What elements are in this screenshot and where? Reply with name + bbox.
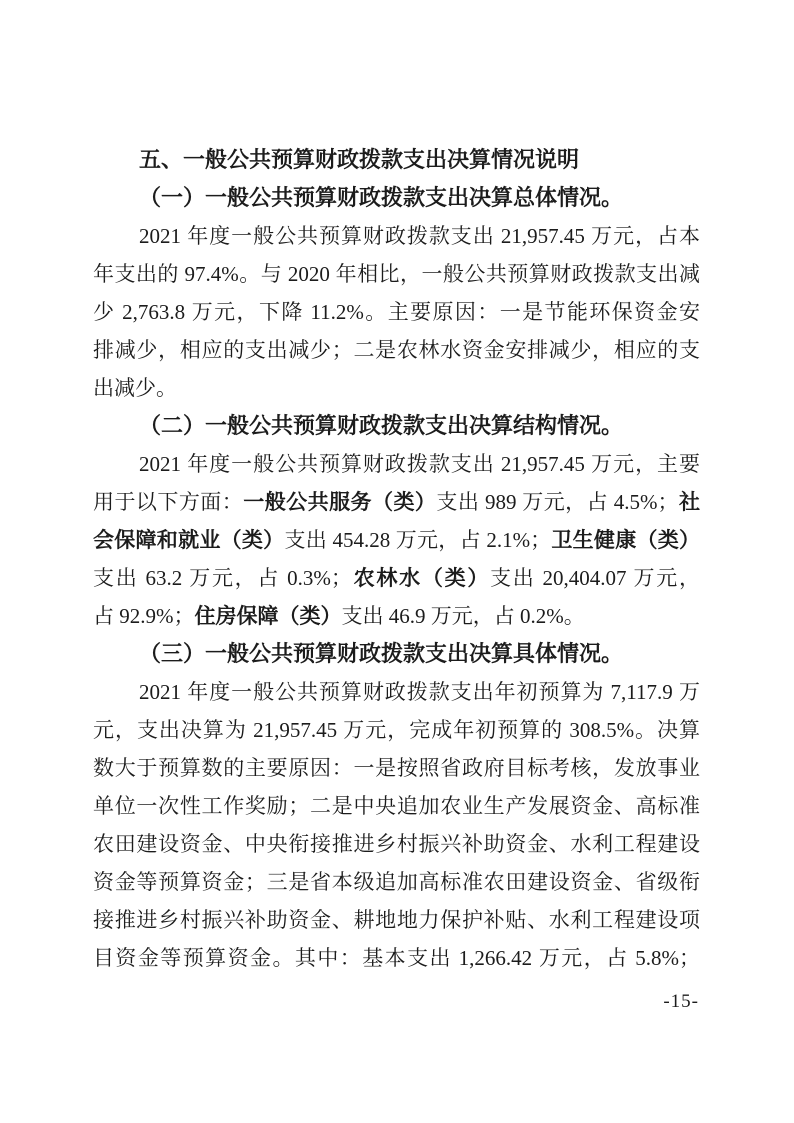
section-3-line-7: 接推进乡村振兴补助资金、耕地地力保护补贴、水利工程建设项: [93, 908, 700, 932]
body-text: 支出 46.9 万元，占 0.2%。: [341, 604, 585, 628]
section-2-line-2: [93, 483, 700, 521]
section-1-line-2: 年支出的 97.4%。与 2020 年相比，一般公共预算财政拨款支出减: [93, 262, 700, 286]
document-content: [93, 141, 700, 977]
page-number: -15-: [663, 991, 699, 1012]
section-1-line-5: 出减少。: [93, 376, 177, 400]
body-text: 支出 63.2 万元，占 0.3%；: [93, 566, 352, 590]
section-1-heading: （一）一般公共预算财政拨款支出决算总体情况。: [139, 185, 624, 210]
section-2-line-1: 2021 年度一般公共预算财政拨款支出 21,957.45 万元，主要: [139, 452, 700, 476]
section-2-line-5: [93, 597, 700, 635]
section-3-line-2: 元，支出决算为 21,957.45 万元，完成年初预算的 308.5%。决算: [93, 718, 700, 742]
section-3-line-6: 资金等预算资金；三是省本级追加高标准农田建设资金、省级衔: [93, 870, 700, 894]
section-1-line-1: 2021 年度一般公共预算财政拨款支出 21,957.45 万元，占本: [139, 224, 700, 248]
section-3-heading: （三）一般公共预算财政拨款支出决算具体情况。: [139, 641, 624, 666]
section-3-line-4: 单位一次性工作奖励；二是中央追加农业生产发展资金、高标准: [93, 794, 700, 818]
section-2-heading: （二）一般公共预算财政拨款支出决算结构情况。: [139, 413, 624, 438]
section-3-line-8: 目资金等预算资金。其中：基本支出 1,266.42 万元，占 5.8%；: [93, 946, 700, 970]
main-heading: 五、一般公共预算财政拨款支出决算情况说明: [139, 147, 580, 172]
body-text: 支出 20,404.07 万元，: [490, 566, 700, 590]
section-3-line-3: 数大于预算数的主要原因：一是按照省政府目标考核，发放事业: [93, 756, 700, 780]
section-1-line-3: 少 2,763.8 万元，下降 11.2%。主要原因：一是节能环保资金安: [93, 300, 700, 324]
expense-category-bold: 卫生健康（类）: [551, 528, 700, 552]
section-3-line-1: 2021 年度一般公共预算财政拨款支出年初预算为 7,117.9 万: [139, 680, 700, 704]
expense-category-bold: 农林水（类）: [351, 566, 491, 590]
body-text: 占 92.9%；: [93, 604, 195, 628]
expense-category-bold: 社: [678, 490, 700, 514]
expense-category-bold: 住房保障（类）: [194, 604, 342, 628]
body-text: 支出 989 万元，占 4.5%；: [436, 490, 679, 514]
body-text: 用于以下方面：: [93, 490, 244, 514]
section-1-line-4: 排减少，相应的支出减少；二是农林水资金安排减少，相应的支: [93, 338, 700, 362]
section-3-line-5: 农田建设资金、中央衔接推进乡村振兴补助资金、水利工程建设: [93, 832, 700, 856]
section-2-line-3: [93, 521, 700, 559]
expense-category-bold: 会保障和就业（类）: [93, 528, 285, 552]
section-2-line-4: [93, 559, 700, 597]
expense-category-bold: 一般公共服务（类）: [243, 490, 437, 514]
body-text: 支出 454.28 万元，占 2.1%；: [284, 528, 552, 552]
